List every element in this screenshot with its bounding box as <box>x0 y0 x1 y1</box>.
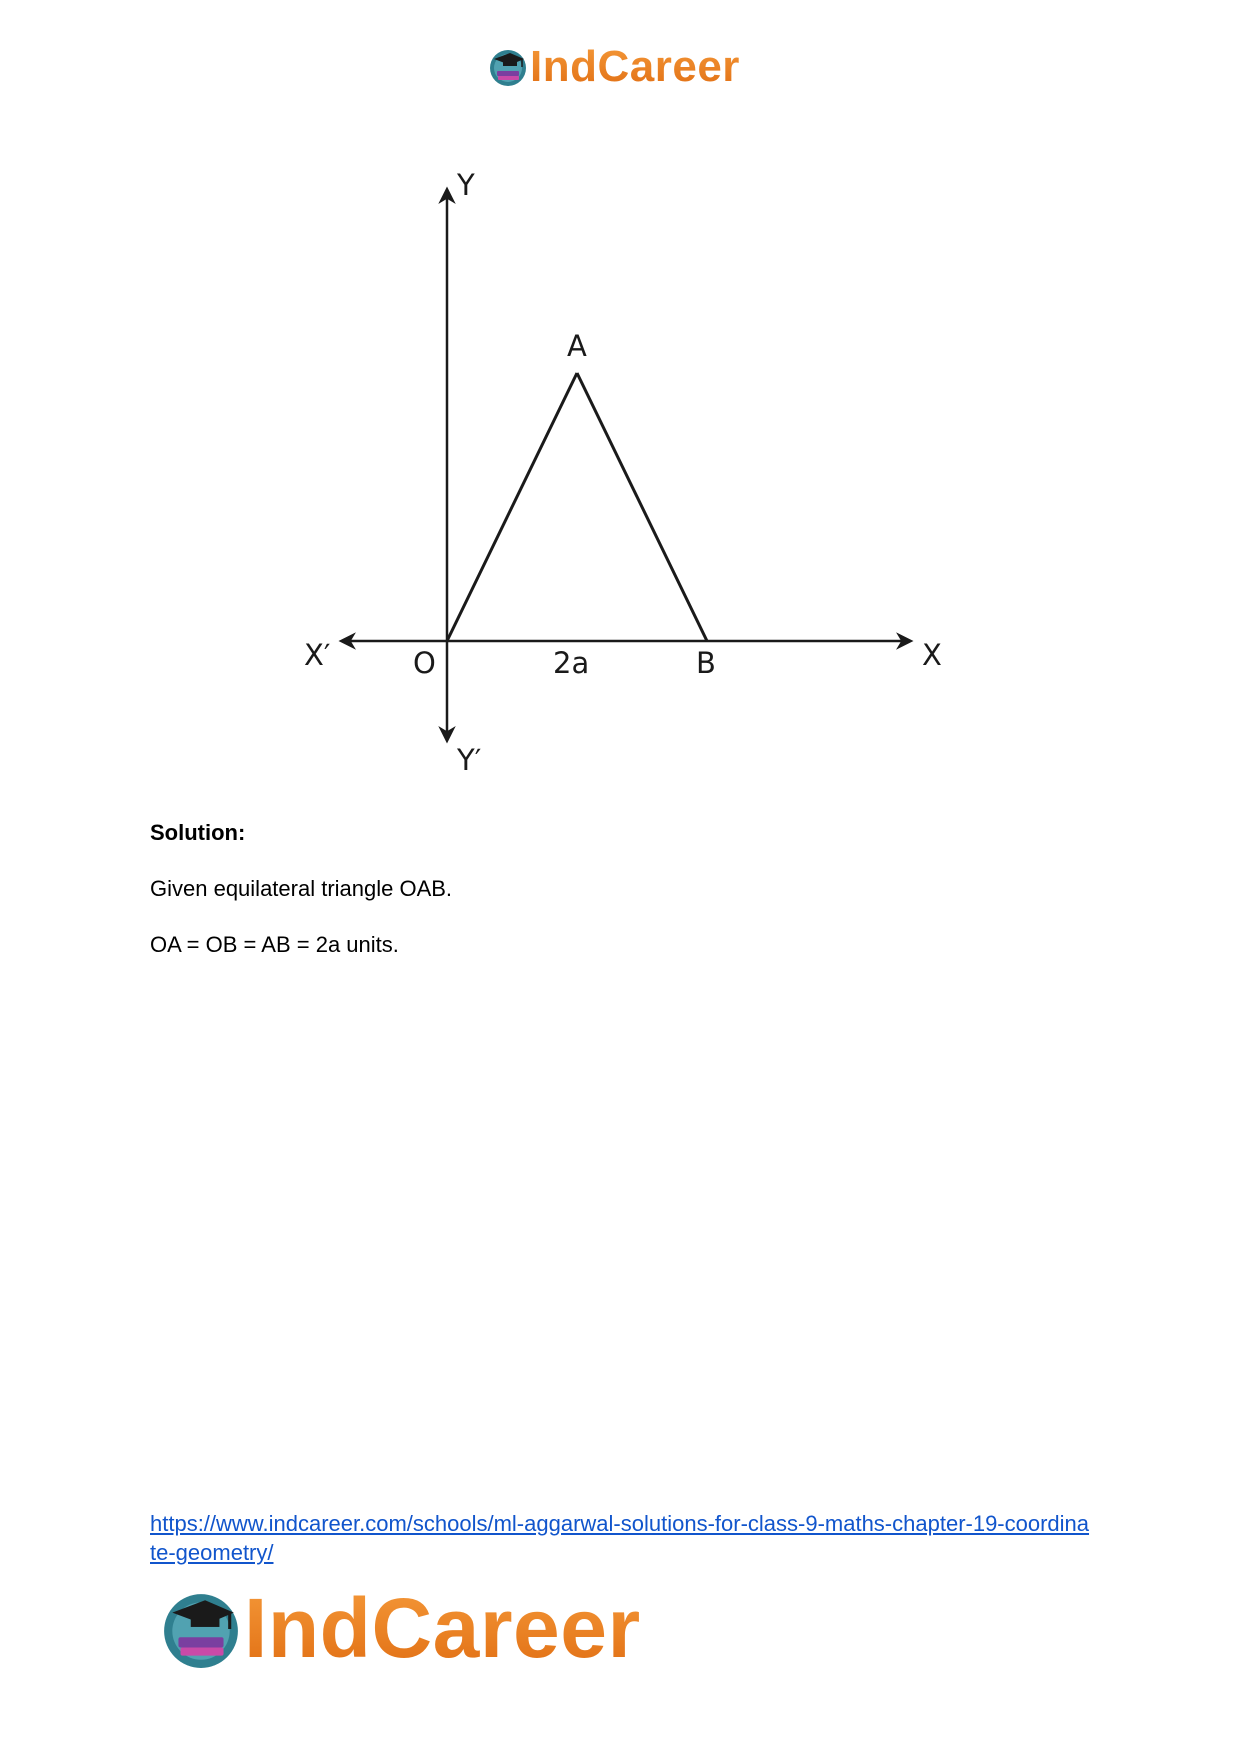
label-vertex-b: B <box>696 646 716 680</box>
footer-logo <box>160 1580 641 1677</box>
side-ab <box>577 373 707 641</box>
header-logo <box>488 42 740 92</box>
solution-line-1: Given equilateral triangle OAB. <box>150 876 453 901</box>
label-y: Y <box>457 168 475 202</box>
coordinate-figure <box>290 160 970 780</box>
label-x: X <box>922 638 942 672</box>
source-link[interactable]: https://www.indcareer.com/schools/ml-aggarwal-solutions-for-class-9-maths-chapter-19-coordinate-geometry/ <box>150 1511 1090 1565</box>
solution-heading: Solution: <box>150 820 246 845</box>
logo-wordmark: IndCareer <box>530 42 740 91</box>
graduation-cap-book-icon <box>488 47 528 87</box>
logo-wordmark: IndCareer <box>244 1581 641 1675</box>
solution-line-2: OA = OB = AB = 2a units. <box>150 932 399 957</box>
label-base-length: 2a <box>553 646 590 680</box>
label-vertex-a: A <box>567 329 587 363</box>
label-x-prime: X′ <box>304 638 331 672</box>
side-oa <box>447 373 577 641</box>
label-y-prime: Y′ <box>457 743 482 777</box>
label-origin: O <box>413 646 436 680</box>
graduation-cap-book-icon <box>160 1588 242 1670</box>
triangle-diagram <box>290 160 970 780</box>
